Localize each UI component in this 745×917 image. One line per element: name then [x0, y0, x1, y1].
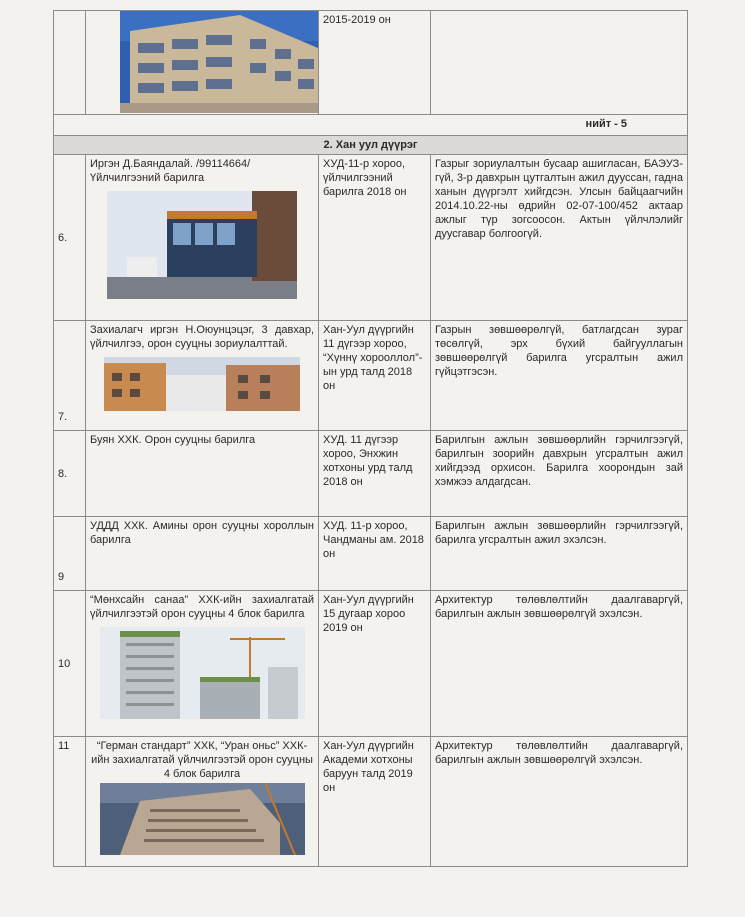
row-location: ХУД. 11 дүгээр хороо, Энхжин хотхоны урд талд 2018 он	[319, 431, 431, 517]
subtotal-label: нийт - 5	[54, 115, 688, 136]
table-row	[54, 737, 688, 867]
building-frame-photo	[120, 11, 319, 113]
row-description: Буян ХХК. Орон сууцны барилга	[86, 431, 319, 517]
violations-table	[53, 10, 688, 867]
tower-construction-photo	[100, 783, 305, 855]
row-description: УДДД ХХК. Амины орон сууцны хороллын барилга	[86, 517, 319, 591]
section-title: 2. Хан уул дүүрэг	[54, 136, 688, 155]
row-location: ХУД. 11-р хороо, Чандманы ам. 2018 он	[319, 517, 431, 591]
row-number: 8.	[54, 431, 86, 517]
row-note: Архитектур төлөвлөлтийн даалгаваргүй, барилгын ажлын зөвшөөрөлгүй эхэлсэн.	[431, 591, 688, 737]
row-description: Захиалагч иргэн Н.Оюунцэцэг, 3 давхар, үйлчилгээ, орон сууцны зориулалттай.	[90, 324, 314, 350]
row-number: 9	[54, 517, 86, 591]
table-row	[54, 591, 688, 737]
row-note-cell	[431, 11, 688, 115]
table-row	[54, 517, 688, 591]
table-row	[54, 431, 688, 517]
row-number: 10	[54, 591, 86, 737]
row-note: Барилгын ажлын зөвшөөрлийн гэрчилгээгүй, барилгын зоорийн давхрын угсралтын ажил хийгдээд орхисон. Барилга хоорондын зай хэмжээ алдагдсан.	[431, 431, 688, 517]
residential-building-photo	[104, 357, 300, 411]
row-photo-cell	[86, 11, 319, 115]
row-description-cell	[86, 737, 319, 867]
row-location: Хан-Уул дүүргийн 15 дугаар хороо 2019 он	[319, 591, 431, 737]
row-number: 7.	[54, 321, 86, 431]
row-number: 11	[54, 737, 86, 867]
row-description: “Герман стандарт” ХХК, “Уран оньс” ХХК-ийн захиалгатай үйлчилгээтэй орон сууцны 4 блок барилга	[91, 740, 313, 780]
row-location: Хан-Уул дүүргийн 11 дүгээр хороо, “Хүннү хорооллол”-ын урд талд 2018 он	[319, 321, 431, 431]
row-location: ХУД-11-р хороо, үйлчилгээний барилга 2018 он	[319, 155, 431, 321]
table-row	[54, 321, 688, 431]
row-note: Газрыг зориулалтын бусаар ашигласан, БАЭУЗ-гүй, 3-р давхрын цутгалтын ажил дууссан, гадна ханын дүүргэлт хийгдсэн. Улсын байцаагчийн 2014.10.22-ны өдрийн 02-07-100/452 актаар ажлыг түр зогсоосон. Актын үйлчлэлийг дуусгавар болгоогүй.	[431, 155, 688, 321]
row-description: Иргэн Д.Баяндалай. /99114664/ Үйлчилгээний барилга	[90, 158, 251, 184]
row-number-cell	[54, 11, 86, 115]
row-note: Архитектур төлөвлөлтийн даалгаваргүй, барилгын ажлын зөвшөөрөлгүй эхэлсэн.	[431, 737, 688, 867]
table-row-top	[54, 11, 688, 115]
row-description: “Мөнхсайн санаа” ХХК-ийн захиалгатай үйлчилгээтэй орон сууцны 4 блок барилга	[90, 594, 314, 620]
row-location: Хан-Уул дүүргийн Академи хотхоны баруун талд 2019 он	[319, 737, 431, 867]
row-note: Газрын зөвшөөрөлгүй, батлагдсан зураг төсөлгүй, эрх бүхий байгууллагын зөвшөөрөлгүй барилга угсралтын ажил гүйцэтгэсэн.	[431, 321, 688, 431]
section-header-row	[54, 136, 688, 155]
highrise-construction-photo	[100, 627, 305, 719]
row-note: Барилгын ажлын зөвшөөрлийн гэрчилгээгүй, барилга угсралтын ажил эхэлсэн.	[431, 517, 688, 591]
service-building-photo	[107, 191, 297, 299]
table-row	[54, 155, 688, 321]
row-description-cell	[86, 155, 319, 321]
row-location-cell: 2015-2019 он	[319, 11, 431, 115]
row-description-cell	[86, 321, 319, 431]
row-number: 6.	[54, 155, 86, 321]
row-description-cell	[86, 591, 319, 737]
subtotal-row	[54, 115, 688, 136]
